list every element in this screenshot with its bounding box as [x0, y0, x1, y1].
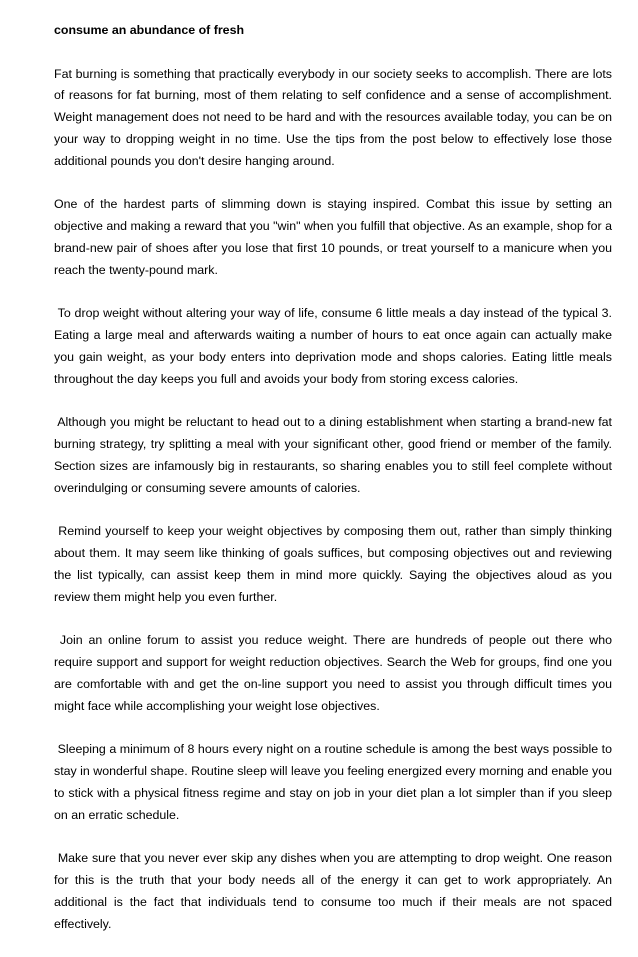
- paragraph-7: Sleeping a minimum of 8 hours every night on a routine schedule is among the best ways possible to stay in wonderful shape. Routine sleep will leave you feeling energized every morning and enable you to stick with a physical fitness regime and stay on job in your diet plan a lot simpler than if you sleep on an erratic schedule.: [54, 742, 612, 822]
- paragraph-1: Fat burning is something that practically everybody in our society seeks to accomplish. There are lots of reasons for fat burning, most of them relating to self confidence and a sense of accomplishment. Weight management does not need to be hard and with the resources available today, you can be on your way to dropping weight in no time. Use the tips from the post below to effectively lose those additional pounds you don't desire hanging around.: [54, 66, 612, 168]
- paragraph-8: Make sure that you never ever skip any dishes when you are attempting to drop weight. One reason for this is the truth that your body needs all of the energy it can get to work appropriately. An additional is the fact that individuals tend to consume too much if their meals are not spaced effectively.: [54, 851, 612, 931]
- paragraph-3: To drop weight without altering your way of life, consume 6 little meals a day instead of the typical 3. Eating a large meal and afterwards waiting a number of hours to eat once again can actually make you gain weight, as your body enters into deprivation mode and shops calories. Eating little meals throughout the day keeps you full and avoids your body from storing excess calories.: [54, 306, 613, 386]
- document-title: consume an abundance of fresh: [54, 23, 245, 37]
- paragraph-5: Remind yourself to keep your weight objectives by composing them out, rather than simply thinking about them. It may seem like thinking of goals suffices, but composing objectives out and reviewing the list typically, can assist keep them in mind more quickly. Saying the objectives aloud as you review them might help you even further.: [54, 524, 612, 604]
- paragraph-6: Join an online forum to assist you reduce weight. There are hundreds of people out there who require support and support for weight reduction objectives. Search the Web for groups, find one you are comfortable with and get the on-line support you need to assist you through difficult times you might face while accomplishing your weight lose objectives.: [54, 633, 612, 713]
- paragraph-4: Although you might be reluctant to head out to a dining establishment when starting a brand-new fat burning strategy, try splitting a meal with your significant other, good friend or member of the family. Section sizes are infamously big in restaurants, so sharing enables you to still feel complete without overindulging or consuming severe amounts of calories.: [54, 415, 612, 495]
- document-page: [54, 20, 612, 957]
- paragraph-2: One of the hardest parts of slimming down is staying inspired. Combat this issue by setting an objective and making a reward that you "win" when you fulfill that objective. As an example, shop for a brand-new pair of shoes after you lose that first 10 pounds, or treat yourself to a manicure when you reach the twenty-pound mark.: [54, 197, 612, 277]
